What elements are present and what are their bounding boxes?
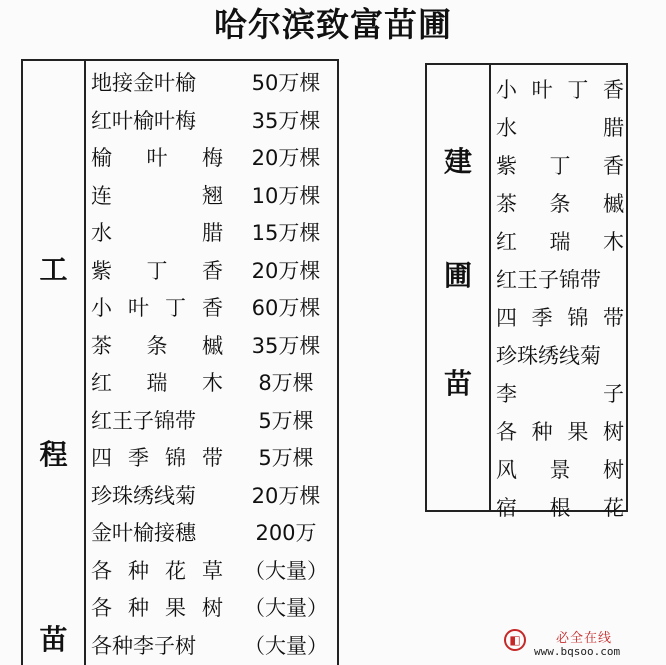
item-name	[91, 215, 223, 253]
item-name-char: 各	[91, 558, 112, 583]
item-name-char: 果	[165, 596, 186, 620]
item-name-char: 珍珠绣线菊	[91, 483, 196, 508]
list-item	[91, 628, 336, 665]
label-char: 圃	[443, 259, 472, 292]
item-name-char: 各	[91, 596, 112, 620]
item-name-char: 景	[549, 458, 571, 482]
item-name-char: 红王子锦带	[496, 268, 601, 292]
watermark-url: www.bqsoo.com	[534, 645, 621, 658]
item-name-char: 翘	[202, 183, 223, 208]
item-quantity: 8万棵	[258, 371, 314, 395]
item-name	[91, 328, 223, 366]
label-char: 苗	[39, 623, 68, 656]
item-name-char: 种	[128, 558, 149, 583]
bq-logo-icon: ◧	[504, 629, 526, 651]
item-name-char: 叶	[146, 146, 168, 170]
item-quantity: 35万棵	[251, 333, 321, 358]
item-quantity: 20万棵	[251, 483, 321, 508]
item-name-char: 金叶榆接穗	[91, 521, 196, 545]
list-item	[496, 299, 624, 337]
list-item	[91, 215, 336, 253]
item-name-char: 草	[202, 558, 223, 583]
item-name-char: 各种李子树	[91, 633, 196, 658]
list-item	[91, 440, 336, 478]
item-name-char: 带	[202, 446, 223, 470]
item-name-char: 木	[603, 230, 624, 254]
item-name-char: 四	[496, 306, 517, 330]
item-name	[91, 178, 223, 216]
item-name-char: 条	[146, 333, 168, 358]
item-name-char: 锦	[567, 306, 589, 330]
item-name-char: 香	[202, 258, 223, 283]
item-quantity: 10万棵	[251, 183, 321, 208]
list-item	[496, 109, 624, 147]
nursery-label-column	[427, 65, 491, 510]
label-char: 苗	[443, 367, 472, 400]
item-quantity: （大量）	[244, 558, 328, 583]
item-name-char: 梅	[202, 146, 223, 170]
item-name-char: 根	[549, 496, 571, 520]
item-name	[91, 253, 223, 291]
item-name-char: 连	[91, 183, 112, 208]
list-item	[496, 185, 624, 223]
list-item	[91, 553, 336, 591]
list-item	[91, 140, 336, 178]
item-name-char: 李	[496, 382, 517, 406]
item-name-char: 树	[602, 420, 624, 444]
list-item	[91, 65, 336, 103]
item-name-char: 宿	[496, 496, 517, 520]
item-name-char: 果	[567, 420, 589, 444]
item-name-char: 风	[496, 458, 517, 482]
item-name-char: 水	[91, 221, 112, 245]
item-name-char: 红王子锦带	[91, 408, 196, 433]
item-name-char: 红	[91, 371, 112, 395]
engineering-label-column	[23, 61, 86, 665]
label-char: 程	[39, 438, 68, 471]
list-item	[496, 71, 624, 109]
label-char: 工	[39, 253, 68, 286]
item-name-char: 地接金叶榆	[91, 71, 196, 95]
item-name-char: 种	[128, 596, 149, 620]
list-item	[496, 223, 624, 261]
item-name-char: 丁	[165, 296, 186, 320]
list-item	[91, 328, 336, 366]
item-quantity: 20万棵	[251, 146, 321, 170]
item-name-char: 珍珠绣线菊	[496, 344, 601, 368]
item-quantity: （大量）	[244, 633, 328, 658]
item-name-char: 红叶榆叶梅	[91, 108, 196, 133]
list-item	[91, 590, 336, 628]
list-item	[496, 261, 624, 299]
item-name	[91, 403, 223, 441]
nursery-item-list	[496, 71, 624, 527]
item-name-char: 丁	[549, 154, 571, 178]
item-name-char: 花	[165, 558, 186, 583]
list-item	[91, 515, 336, 553]
list-item	[91, 290, 336, 328]
item-quantity: 15万棵	[251, 221, 321, 245]
item-name-char: 香	[603, 154, 624, 178]
watermark	[504, 627, 664, 663]
item-name-char: 子	[603, 382, 624, 406]
item-quantity: 200万	[255, 521, 317, 545]
item-name-char: 季	[531, 306, 553, 330]
item-name-char: 香	[202, 296, 223, 320]
item-name-char: 槭	[603, 192, 624, 216]
item-quantity: 5万棵	[258, 408, 314, 433]
item-name-char: 榆	[91, 146, 112, 170]
item-name-char: 四	[91, 446, 112, 470]
item-name-char: 树	[202, 596, 223, 620]
list-item	[91, 103, 336, 141]
item-name-char: 香	[602, 78, 624, 102]
list-item	[496, 451, 624, 489]
item-name-char: 紫	[91, 258, 112, 283]
list-item	[91, 365, 336, 403]
watermark-site-name: 必全在线	[556, 631, 613, 646]
item-name-char: 木	[202, 371, 223, 395]
item-name-char: 树	[603, 458, 624, 482]
item-name	[91, 590, 223, 628]
item-name-char: 红	[496, 230, 517, 254]
item-name	[91, 65, 223, 103]
item-name-char: 茶	[91, 333, 112, 358]
item-name-char: 各	[496, 420, 517, 444]
list-item	[91, 403, 336, 441]
page-title: 哈尔滨致富苗圃	[214, 5, 452, 44]
list-item	[496, 413, 624, 451]
list-item	[91, 253, 336, 291]
item-name-char: 锦	[165, 446, 186, 470]
list-item	[496, 375, 624, 413]
item-quantity: 5万棵	[258, 446, 314, 470]
item-name-char: 水	[496, 116, 517, 140]
list-item	[91, 178, 336, 216]
item-name-char: 腊	[603, 116, 624, 140]
engineering-seedlings-table	[21, 59, 339, 665]
item-name-char: 瑞	[146, 371, 168, 395]
item-name-char: 丁	[146, 258, 168, 283]
item-name	[91, 290, 223, 328]
item-quantity: （大量）	[244, 596, 328, 620]
item-name-char: 茶	[496, 192, 517, 216]
item-quantity: 20万棵	[251, 258, 321, 283]
item-name	[91, 103, 223, 141]
list-item	[496, 147, 624, 185]
item-name	[91, 628, 223, 665]
item-name-char: 小	[91, 296, 112, 320]
item-name-char: 瑞	[549, 230, 571, 254]
item-name-char: 季	[128, 446, 149, 470]
item-name-char: 叶	[531, 78, 553, 102]
item-name-char: 叶	[128, 296, 149, 320]
list-item	[91, 478, 336, 516]
item-name-char: 槭	[202, 333, 223, 358]
item-name-char: 种	[531, 420, 553, 444]
item-name-char: 小	[496, 78, 517, 102]
nursery-seedlings-table	[425, 63, 628, 520]
item-name-char: 条	[549, 192, 571, 216]
item-quantity: 35万棵	[251, 108, 321, 133]
list-item	[496, 489, 624, 527]
item-name	[91, 553, 223, 591]
item-name-char: 带	[602, 306, 624, 330]
item-name	[91, 140, 223, 178]
item-name-char: 丁	[567, 78, 589, 102]
item-name	[91, 365, 223, 403]
item-name	[91, 440, 223, 478]
label-char: 建	[443, 145, 472, 178]
item-name-char: 腊	[202, 221, 223, 245]
item-quantity: 50万棵	[251, 71, 321, 95]
item-name	[91, 478, 223, 516]
engineering-item-list	[91, 65, 336, 665]
item-name-char: 紫	[496, 154, 517, 178]
item-quantity: 60万棵	[251, 296, 321, 320]
item-name-char: 花	[603, 496, 624, 520]
item-name	[91, 515, 223, 553]
list-item	[496, 337, 624, 375]
